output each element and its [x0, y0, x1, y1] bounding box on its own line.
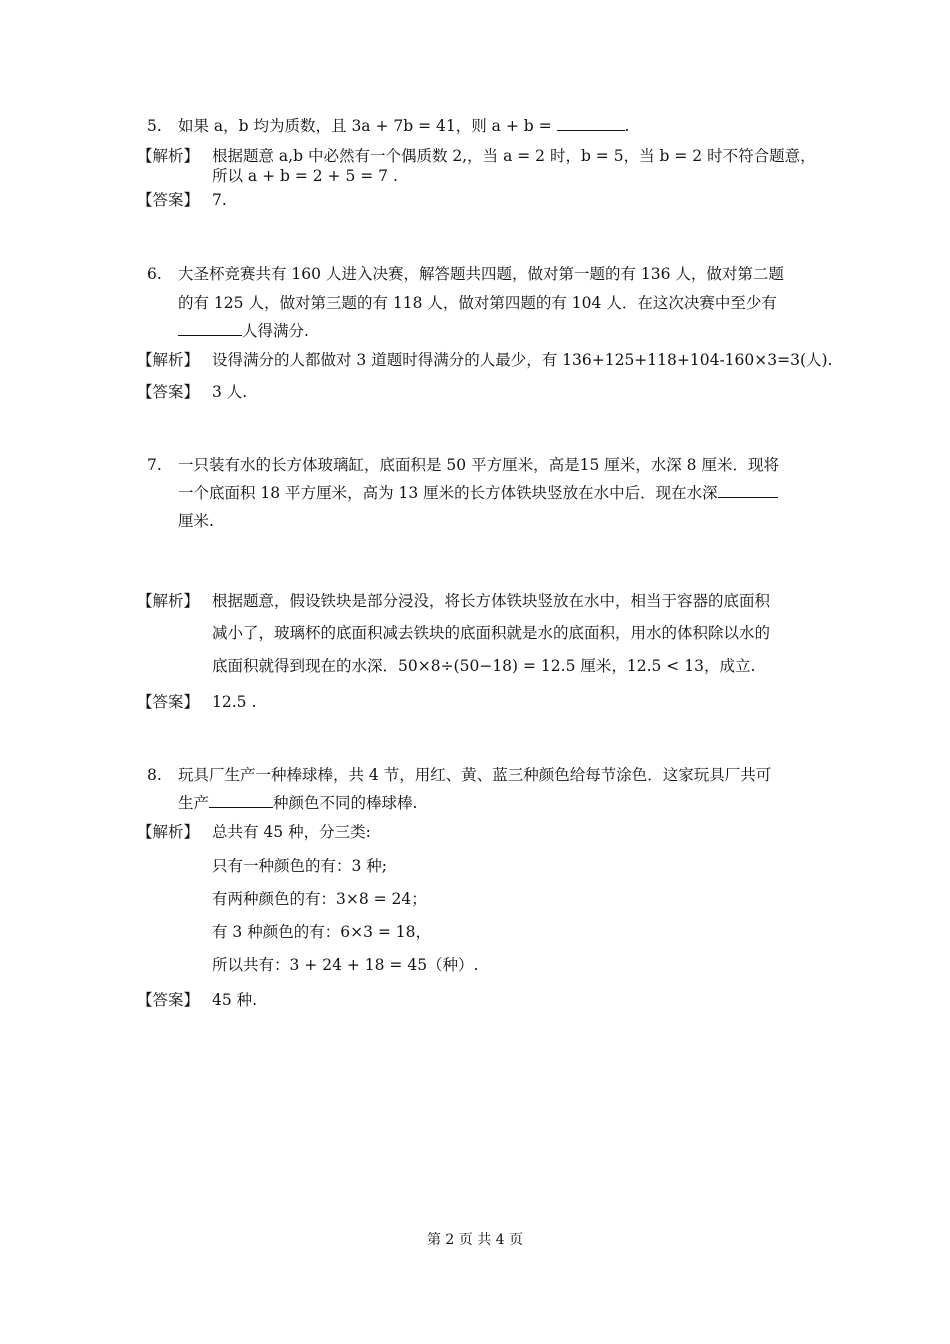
problem-5-question-text: 如果 a，b 均为质数，且 3a + 7b = 41，则 a + b =	[178, 117, 557, 135]
problem-5-analysis-label: 【解析】	[137, 147, 200, 165]
problem-6-number: 6.	[147, 265, 162, 283]
problem-7-question-line-1: 一只装有水的长方体玻璃缸，底面积是 50 平方厘米，高是15 厘米，水深 8 厘米．现将	[178, 456, 779, 474]
problem-8-analysis-line-4: 有 3 种颜色的有：6×3 = 18，	[212, 923, 431, 941]
answer-blank	[718, 483, 778, 498]
answer-blank	[557, 116, 625, 131]
problem-8-analysis-line-3: 有两种颜色的有：3×8 = 24；	[212, 890, 427, 908]
problem-8-answer: 45 种.	[212, 991, 258, 1009]
problem-5-number: 5.	[147, 117, 162, 135]
problem-7-analysis-label: 【解析】	[137, 592, 200, 610]
problem-7-question-text: 一个底面积 18 平方厘米，高为 13 厘米的长方体铁块竖放在水中后．现在水深	[178, 484, 718, 502]
problem-5-answer-label: 【答案】	[137, 191, 200, 209]
problem-7-analysis-line-1: 根据题意，假设铁块是部分浸没，将长方体铁块竖放在水中，相当于容器的底面积	[212, 592, 771, 610]
problem-8-question-end: 种颜色不同的棒球棒.	[273, 794, 418, 812]
answer-blank	[178, 321, 242, 336]
problem-7-answer: 12.5 .	[212, 693, 257, 711]
problem-8-question-text: 生产	[178, 794, 210, 812]
problem-8-question-line-1: 玩具厂生产一种棒球棒，共 4 节，用红、黄、蓝三种颜色给每节涂色．这家玩具厂共可	[178, 766, 772, 784]
problem-5-question-end: .	[624, 117, 630, 135]
problem-8-analysis-line-2: 只有一种颜色的有：3 种;	[212, 857, 388, 875]
problem-5-analysis-line-1: 根据题意 a,b 中必然有一个偶质数 2,，当 a = 2 时，b = 5，当 b = 2 时不符合题意，	[212, 147, 816, 165]
problem-7-question-line-3: 厘米.	[178, 512, 214, 530]
problem-6-question-end: 人得满分.	[242, 322, 309, 340]
problem-8-analysis-label: 【解析】	[137, 823, 200, 841]
problem-8-analysis-line-5: 所以共有：3 + 24 + 18 = 45（种）.	[212, 956, 479, 974]
problem-6-analysis-line-1: 设得满分的人都做对 3 道题时得满分的人最少，有 136+125+118+104-160×3=3(人).	[212, 351, 833, 369]
problem-6-question-line-3	[178, 321, 309, 341]
problem-6-question-line-2: 的有 125 人，做对第三题的有 118 人，做对第四题的有 104 人．在这次决赛中至少有	[178, 294, 777, 312]
problem-8-answer-label: 【答案】	[137, 991, 200, 1009]
problem-5-analysis-line-2: 所以 a + b = 2 + 5 = 7 .	[212, 167, 398, 185]
problem-5-answer: 7.	[212, 191, 227, 209]
problem-7-answer-label: 【答案】	[137, 693, 200, 711]
problem-7-number: 7.	[147, 456, 162, 474]
problem-8-question-line-2	[178, 793, 417, 813]
problem-7-analysis-line-2: 减小了，玻璃杯的底面积减去铁块的底面积就是水的底面积，用水的体积除以水的	[212, 624, 771, 642]
problem-6-question-line-1: 大圣杯竞赛共有 160 人进入决赛，解答题共四题，做对第一题的有 136 人，做对第二题	[178, 265, 784, 283]
problem-8-analysis-line-1: 总共有 45 种，分三类:	[212, 823, 371, 841]
problem-8-number: 8.	[147, 766, 162, 784]
problem-5-question	[178, 116, 629, 136]
problem-6-analysis-label: 【解析】	[137, 351, 200, 369]
answer-blank	[209, 793, 273, 808]
problem-7-analysis-line-3: 底面积就得到现在的水深．50×8÷(50−18) = 12.5 厘米，12.5 < 13，成立.	[212, 657, 756, 675]
page-footer: 第 2 页 共 4 页	[426, 1232, 524, 1248]
problem-6-answer-label: 【答案】	[137, 383, 200, 401]
problem-7-question-line-2	[178, 483, 778, 503]
problem-6-answer: 3 人.	[212, 383, 248, 401]
